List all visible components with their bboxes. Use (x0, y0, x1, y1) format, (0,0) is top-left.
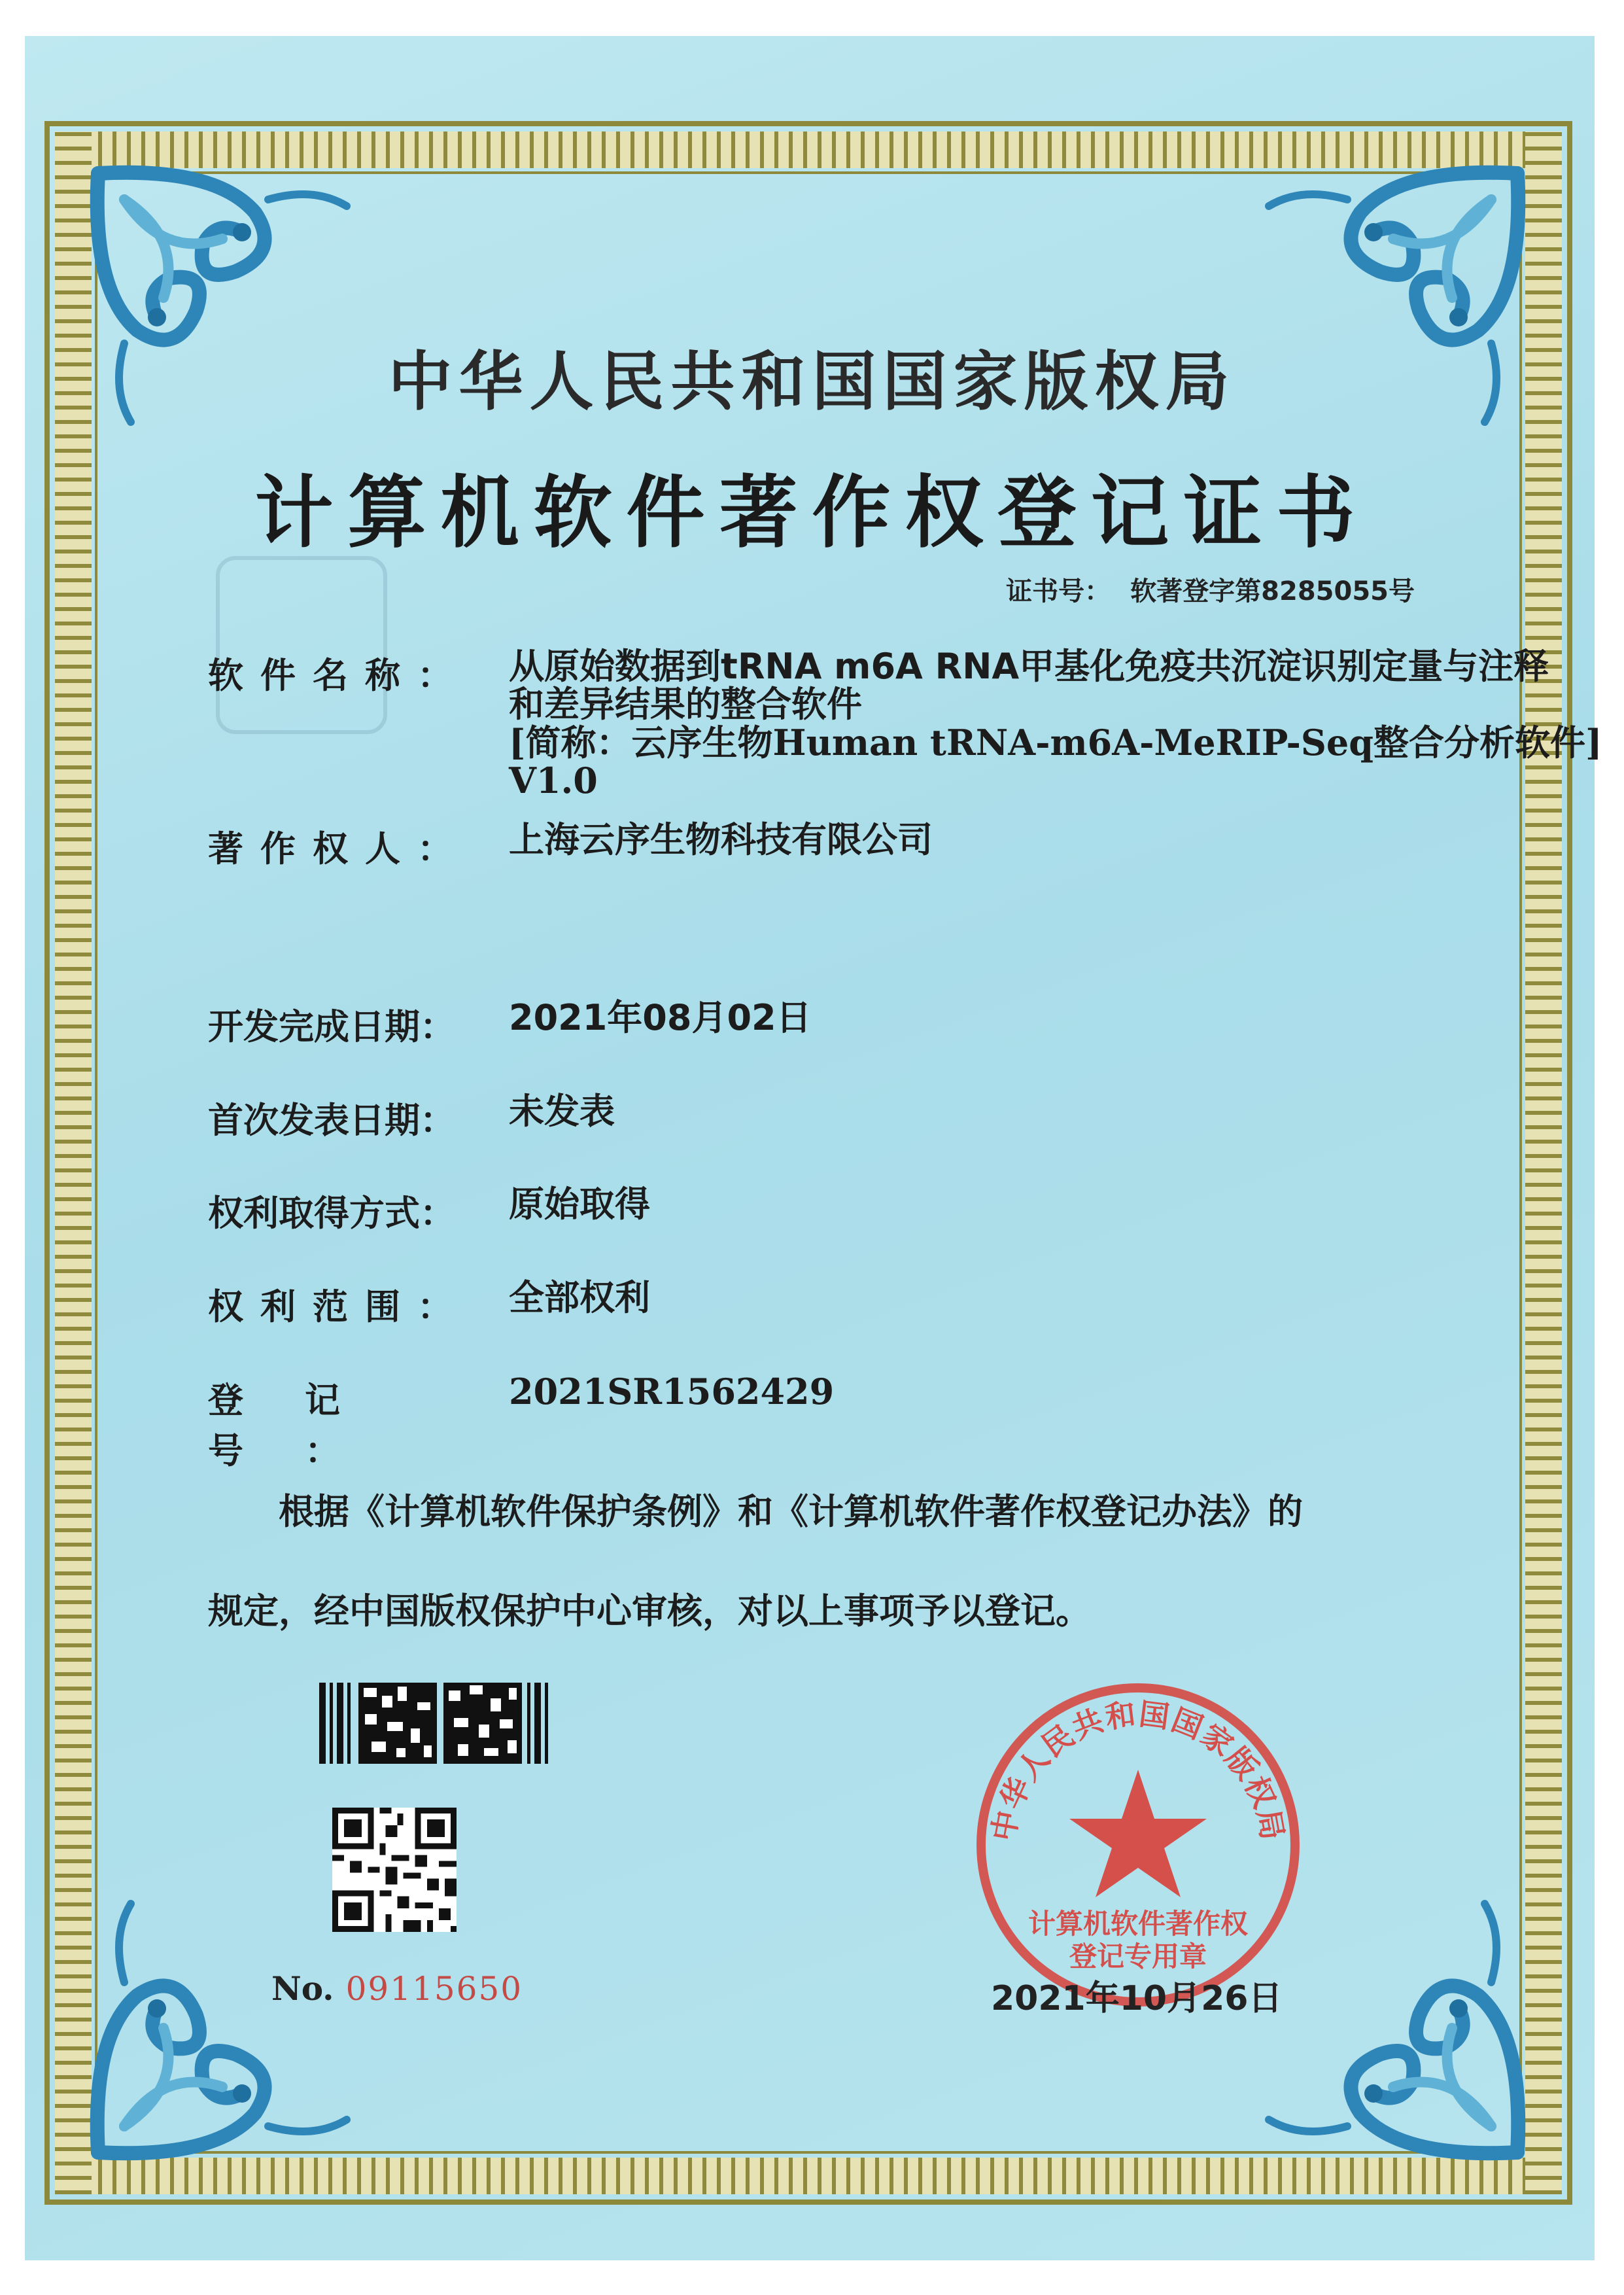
certificate-number (1006, 570, 1415, 608)
qr-code (332, 1808, 457, 1932)
software-name-line: 从原始数据到tRNA m6A RNA甲基化免疫共沉淀识别定量与注释 (509, 646, 1549, 687)
corner-ornament-bottom-left (85, 1891, 360, 2165)
completion-date-label: 开发完成日期： (208, 1006, 455, 1047)
barcode (319, 1683, 548, 1764)
software-name-value (509, 648, 1624, 799)
certificate-number-label: 证书号： (1006, 576, 1111, 606)
issue-date: 2021年10月26日 (991, 1979, 1283, 2018)
serial-number (271, 1969, 523, 2008)
certificate-title: 计算机软件著作权登记证书 (254, 468, 1370, 559)
watermark-logo (216, 556, 387, 734)
copyright-owner-value: 上海云序生物科技有限公司 (509, 819, 933, 860)
serial-number-label: No. (271, 1969, 334, 2008)
certificate-number-value: 软著登字第8285055号 (1130, 576, 1415, 606)
statement-line-1: 根据《计算机软件保护条例》和《计算机软件著作权登记办法》的 (279, 1491, 1303, 1532)
issuing-authority: 中华人民共和国国家版权局 (388, 345, 1236, 419)
seal-inner-text-1: 计算机软件著作权 (1028, 1908, 1249, 1940)
seal-outer-text: 中华人民共和国国家版权局 (985, 1696, 1291, 1844)
acquisition-method-label: 权利取得方式： (208, 1193, 455, 1234)
rights-scope-label: 权利范围： (208, 1286, 470, 1327)
seal-inner-text-2: 登记专用章 (1069, 1940, 1207, 1972)
software-name-label: 软件名称： (208, 655, 470, 696)
registration-number-value: 2021SR1562429 (509, 1371, 835, 1412)
acquisition-method-value: 原始取得 (509, 1183, 650, 1225)
serial-number-value: 09115650 (345, 1970, 523, 2008)
rights-scope-value: 全部权利 (509, 1277, 650, 1318)
first-publish-date-label: 首次发表日期： (208, 1100, 455, 1141)
software-name-short-name: [简称：云序生物Human tRNA-m6A-MeRIP-Seq整合分析软件] (509, 722, 1602, 763)
registration-number-label: 登记号： (208, 1380, 402, 1471)
copyright-owner-label: 著作权人： (208, 828, 470, 869)
greek-key-border-left (55, 131, 92, 2194)
statement-line-2: 规定，经中国版权保护中心审核，对以上事项予以登记。 (208, 1590, 1091, 1632)
software-name-line: 和差异结果的整合软件 (509, 684, 862, 725)
software-version: V1.0 (509, 760, 598, 801)
first-publish-date-value: 未发表 (509, 1091, 615, 1132)
greek-key-border-right (1525, 131, 1562, 2194)
completion-date-value: 2021年08月02日 (509, 997, 812, 1038)
